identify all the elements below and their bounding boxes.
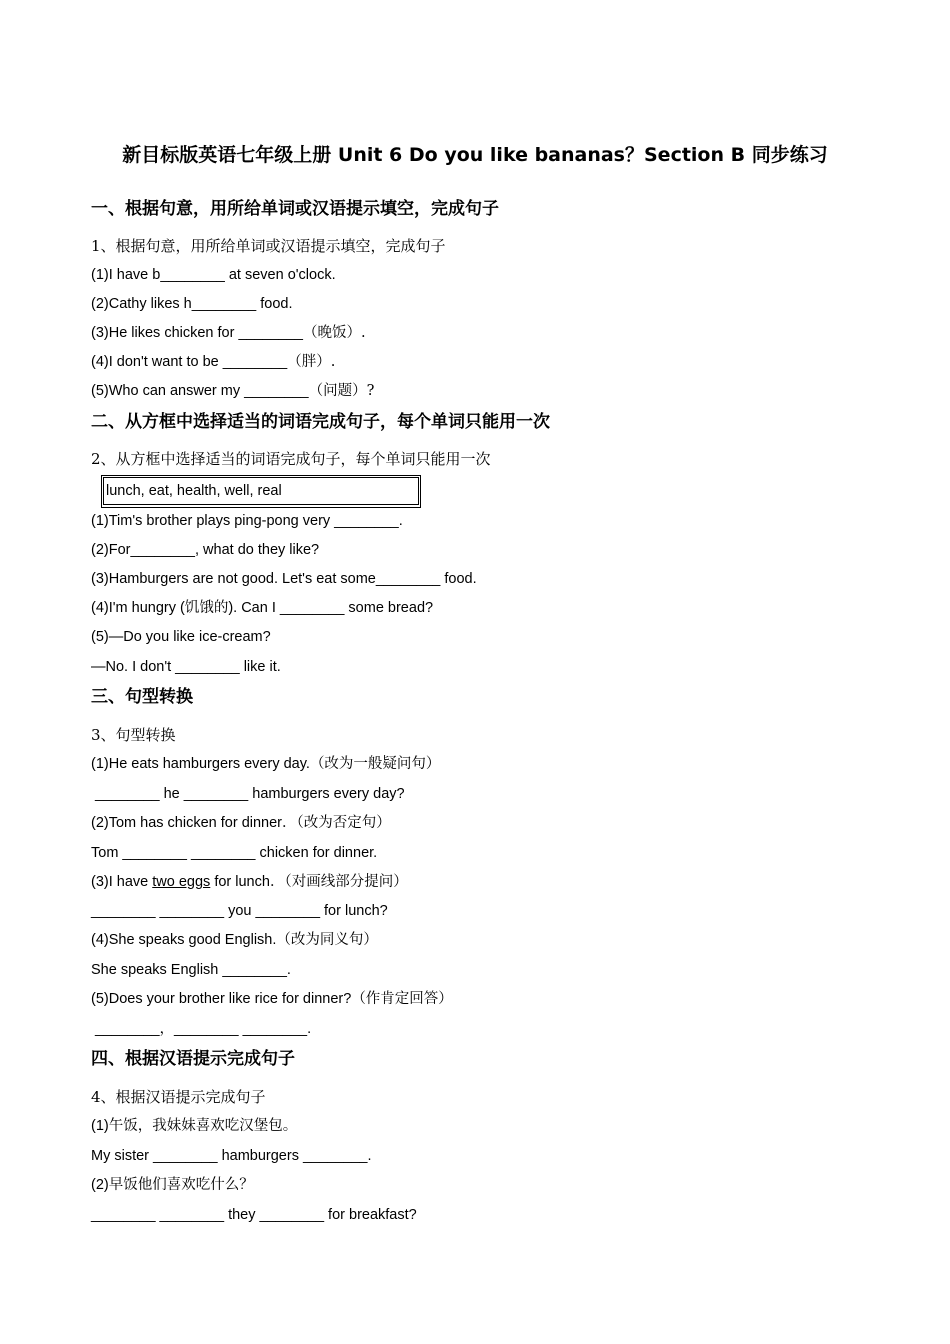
question-3-1-answer: ________ he ________ hamburgers every day?: [91, 786, 405, 802]
page-title: 新目标版英语七年级上册 Unit 6 Do you like bananas？Section B 同步练习: [122, 144, 828, 166]
question-2-5-answer: —No. I don't ________ like it.: [91, 659, 281, 675]
question-2-1: (1)Tim's brother plays ping-pong very ________.: [91, 513, 403, 529]
question-1-4: (4)I don't want to be ________（胖）.: [91, 354, 336, 370]
word-bank-text: lunch, eat, health, well, real: [103, 477, 419, 505]
question-2-3: (3)Hamburgers are not good. Let's eat some________ food.: [91, 571, 477, 587]
question-1-3: (3)He likes chicken for ________（晚饭）.: [91, 325, 366, 341]
question-4-2-answer: ________ ________ they ________ for breakfast?: [91, 1207, 417, 1223]
section-1-heading: 一、根据句意，用所给单词或汉语提示填空，完成句子: [91, 199, 499, 219]
section-4-heading: 四、根据汉语提示完成句子: [91, 1049, 295, 1069]
question-4-2: (2)早饭他们喜欢吃什么？: [91, 1177, 254, 1193]
question-3-2: (2)Tom has chicken for dinner．（改为否定句）: [91, 815, 391, 831]
question-2-4: (4)I'm hungry (饥饿的). Can I ________ some bread?: [91, 600, 434, 616]
word-bank-box: [101, 475, 421, 508]
question-3-5: (5)Does your brother like rice for dinner?（作肯定回答）: [91, 991, 453, 1007]
section-3-heading: 三、句型转换: [91, 687, 193, 707]
question-1-5: (5)Who can answer my ________（问题）?: [91, 383, 375, 399]
section-3-instruction: 3、句型转换: [91, 726, 176, 744]
section-4-instruction: 4、根据汉语提示完成句子: [91, 1088, 266, 1106]
question-3-2-answer: Tom ________ ________ chicken for dinner.: [91, 845, 378, 861]
underlined-phrase: two eggs: [152, 874, 211, 890]
question-4-1-answer: My sister ________ hamburgers ________.: [91, 1148, 372, 1164]
question-2-5: (5)—Do you like ice-cream?: [91, 629, 271, 645]
question-3-4: (4)She speaks good English.（改为同义句）: [91, 932, 378, 948]
section-1-instruction: 1、根据句意，用所给单词或汉语提示填空，完成句子: [91, 237, 446, 255]
question-3-4-answer: She speaks English ________.: [91, 962, 291, 978]
question-3-1: (1)He eats hamburgers every day.（改为一般疑问句）: [91, 756, 441, 772]
question-3-3: (3)I have two eggs for lunch．（对画线部分提问）: [91, 874, 408, 890]
question-3-5-answer: ________，________ ________.: [91, 1021, 312, 1037]
question-3-3-answer: ________ ________ you ________ for lunch?: [91, 903, 388, 919]
question-1-1: (1)I have b________ at seven o'clock.: [91, 267, 336, 283]
section-2-instruction: 2、从方框中选择适当的词语完成句子，每个单词只能用一次: [91, 450, 491, 468]
section-2-heading: 二、从方框中选择适当的词语完成句子，每个单词只能用一次: [91, 412, 550, 432]
question-2-2: (2)For________, what do they like?: [91, 542, 320, 558]
question-4-1: (1)午饭，我妹妹喜欢吃汉堡包。: [91, 1118, 298, 1134]
question-1-2: (2)Cathy likes h________ food.: [91, 296, 293, 312]
